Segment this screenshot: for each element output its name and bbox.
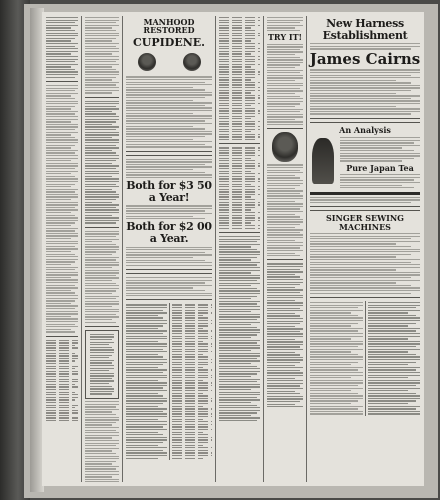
column-2 — [83, 16, 121, 482]
subscription-text — [126, 205, 212, 219]
divider — [310, 206, 420, 211]
divider — [267, 259, 303, 260]
cupidene-ad-text — [126, 76, 212, 147]
column-6 — [308, 16, 422, 482]
singer-headline: SINGER SEWING MACHINES — [326, 213, 404, 232]
tea-ad-text — [340, 137, 420, 162]
divider — [46, 336, 78, 337]
newspaper-page — [42, 12, 424, 486]
ad-text — [90, 334, 114, 395]
column-5-text — [267, 44, 303, 126]
subscription-text — [126, 159, 212, 178]
column-4 — [217, 16, 262, 482]
divider — [219, 232, 260, 233]
column-4-text — [219, 236, 260, 421]
column-5-text — [267, 164, 303, 256]
divider — [126, 269, 212, 274]
japan-tea-headline: Pure Japan Tea — [346, 162, 414, 173]
manhood-restored-headline: MANHOOD RESTORED — [143, 17, 195, 36]
tea-ad — [308, 136, 422, 190]
divider — [310, 118, 420, 123]
column-rule — [306, 16, 307, 482]
portrait-after — [183, 53, 201, 71]
column-3-text — [126, 304, 167, 458]
dark-band — [310, 192, 420, 195]
divider — [85, 97, 119, 98]
try-it-headline: TRY IT! — [267, 32, 303, 43]
tea-ad-body — [338, 136, 422, 190]
market-table — [219, 147, 260, 229]
column-rule — [81, 16, 82, 482]
divider — [310, 297, 420, 298]
column-rule — [263, 16, 264, 482]
both-for-350-headline: Both for $3 50 a Year! — [126, 179, 212, 204]
column-2-text — [85, 101, 119, 224]
column-3-text — [126, 277, 212, 296]
figure-engraving — [312, 138, 334, 184]
column-1 — [44, 16, 80, 482]
column-6-text — [310, 197, 420, 203]
portrait-before — [138, 53, 156, 71]
column-5-text — [267, 263, 303, 407]
subcolumn-left — [308, 301, 366, 416]
harness-ad-text — [310, 43, 420, 49]
divider — [126, 151, 212, 156]
subscription-text — [126, 247, 212, 266]
cupidene-headline: CUPIDENE. — [133, 35, 205, 49]
column-rule — [122, 16, 123, 482]
column-1-table — [46, 340, 78, 422]
divider — [267, 128, 303, 129]
divider — [85, 227, 119, 228]
subcolumn-right — [366, 301, 423, 416]
both-for-200-headline: Both for $2 00 a Year. — [126, 220, 212, 246]
harness-establishment-headline: New Harness Establishment — [322, 17, 408, 42]
column-5 — [265, 16, 305, 482]
subcolumn-left — [124, 303, 170, 460]
portrait-pair — [124, 51, 214, 73]
column-6-text — [310, 302, 363, 415]
lower-subcolumns — [308, 301, 422, 416]
analysis-headline: An Analysis — [339, 124, 391, 135]
column-2-text — [85, 401, 119, 482]
tea-ad-text — [340, 174, 420, 188]
divider — [46, 81, 78, 82]
divider — [85, 326, 119, 327]
lower-subcolumns — [124, 303, 214, 460]
column-5-text — [267, 17, 303, 31]
column-2-text — [85, 17, 119, 94]
column-1-text — [46, 17, 78, 78]
portrait-engraving — [272, 132, 298, 162]
harness-ad-text — [310, 69, 420, 114]
james-cairns-headline: James Cairns — [309, 49, 421, 68]
divider — [126, 299, 212, 300]
column-3 — [124, 16, 214, 482]
ad-box — [85, 330, 119, 399]
divider — [219, 143, 260, 144]
column-6-text — [368, 302, 421, 415]
column-1-text — [46, 85, 78, 333]
column-rule — [215, 16, 216, 482]
market-table — [219, 17, 260, 140]
column-2-text — [85, 231, 119, 323]
singer-ad-text — [310, 233, 420, 294]
subcolumn-right — [170, 303, 215, 460]
timetable — [172, 304, 213, 458]
